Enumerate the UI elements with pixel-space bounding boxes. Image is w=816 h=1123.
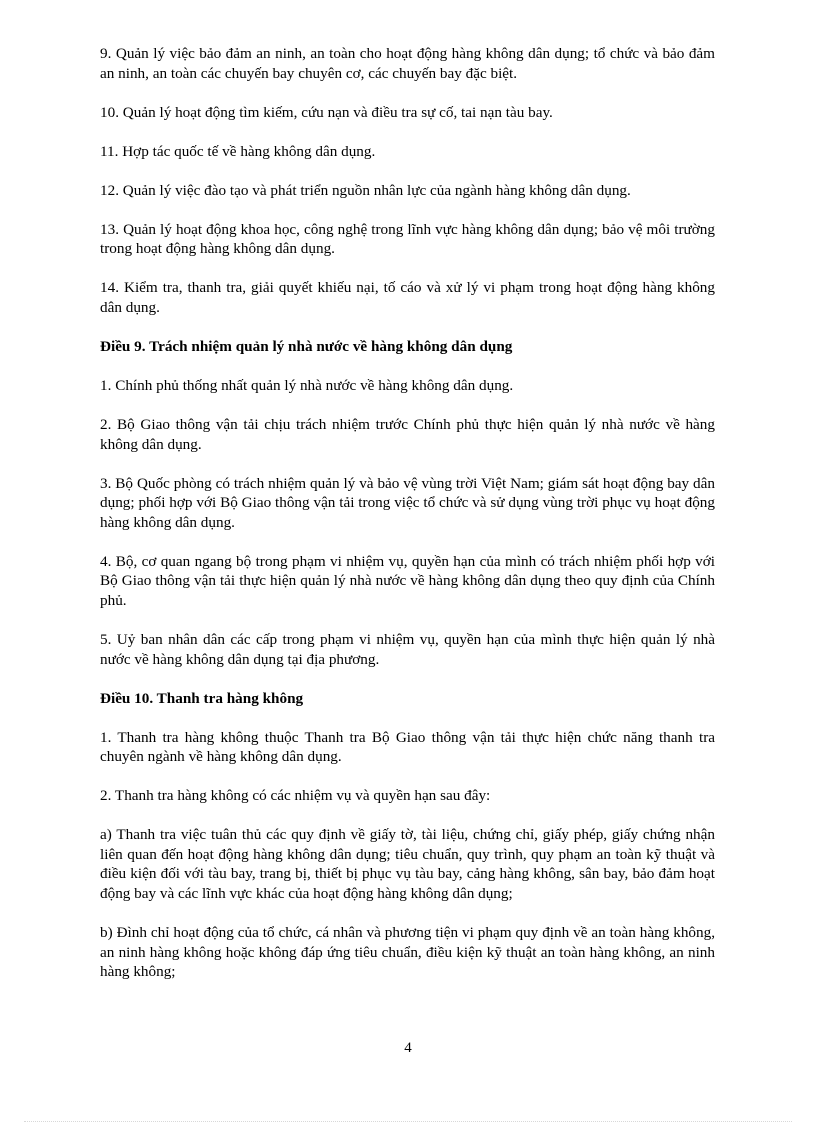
article-10-clause-1: 1. Thanh tra hàng không thuộc Thanh tra Bộ Giao thông vận tải thực hiện chức năng thanh tra chuyên ngành về hàng không dân dụng. [100, 728, 715, 766]
document-page [100, 44, 715, 1001]
article-9-clause-3: 3. Bộ Quốc phòng có trách nhiệm quản lý và bảo vệ vùng trời Việt Nam; giám sát hoạt động bay dân dụng; phối hợp với Bộ Giao thông vận tải trong việc tổ chức và sử dụng vùng trời phục vụ hoạt động hàng không dân dụng. [100, 474, 715, 531]
article-9-clause-4: 4. Bộ, cơ quan ngang bộ trong phạm vi nhiệm vụ, quyền hạn của mình có trách nhiệm phối hợp với Bộ Giao thông vận tải thực hiện quản lý nhà nước về hàng không dân dụng theo quy định của Chính phủ. [100, 552, 715, 609]
paragraph-item-14: 14. Kiểm tra, thanh tra, giải quyết khiếu nại, tố cáo và xử lý vi phạm trong hoạt động hàng không dân dụng. [100, 279, 715, 316]
paragraph-item-13: 13. Quản lý hoạt động khoa học, công nghệ trong lĩnh vực hàng không dân dụng; bảo vệ môi trường trong hoạt động hàng không dân dụng. [100, 220, 715, 258]
page-number: 4 [404, 1040, 412, 1056]
paragraph-item-12: 12. Quản lý việc đào tạo và phát triển nguồn nhân lực của ngành hàng không dân dụng. [100, 181, 631, 199]
article-9-clause-2: 2. Bộ Giao thông vận tải chịu trách nhiệm trước Chính phủ thực hiện quản lý nhà nước về hàng không dân dụng. [100, 416, 715, 453]
article-10-clause-2a: a) Thanh tra việc tuân thủ các quy định về giấy tờ, tài liệu, chứng chỉ, giấy phép, giấy chứng nhận liên quan đến hoạt động hàng không dân dụng; tiêu chuẩn, quy trình, quy phạm an toàn kỹ thuật và điều kiện đối với tàu bay, trang bị, thiết bị phục vụ tàu bay, cảng hàng không, sân bay, bảo đảm hoạt động bay và các lĩnh vực khác của hoạt động hàng không dân dụng; [100, 826, 715, 902]
page-bottom-divider [24, 1121, 792, 1122]
paragraph-item-11: 11. Hợp tác quốc tế về hàng không dân dụng. [100, 142, 376, 160]
paragraph-item-9: 9. Quản lý việc bảo đảm an ninh, an toàn cho hoạt động hàng không dân dụng; tổ chức và bảo đảm an ninh, an toàn các chuyến bay chuyên cơ, các chuyến bay đặc biệt. [100, 45, 715, 82]
article-9-clause-1: 1. Chính phủ thống nhất quản lý nhà nước về hàng không dân dụng. [100, 377, 514, 395]
article-10-heading: Điều 10. Thanh tra hàng không [100, 689, 304, 707]
article-9-clause-5: 5. Uỷ ban nhân dân các cấp trong phạm vi nhiệm vụ, quyền hạn của mình thực hiện quản lý nhà nước về hàng không dân dụng tại địa phương. [100, 631, 715, 668]
article-10-clause-2b: b) Đình chỉ hoạt động của tổ chức, cá nhân và phương tiện vi phạm quy định về an toàn hàng không, an ninh hàng không hoặc không đáp ứng tiêu chuẩn, điều kiện kỹ thuật an toàn hàng không, an ninh hàng không; [100, 924, 715, 980]
paragraph-item-10: 10. Quản lý hoạt động tìm kiếm, cứu nạn và điều tra sự cố, tai nạn tàu bay. [100, 103, 553, 121]
article-9-heading: Điều 9. Trách nhiệm quản lý nhà nước về hàng không dân dụng [100, 338, 513, 356]
article-10-clause-2: 2. Thanh tra hàng không có các nhiệm vụ và quyền hạn sau đây: [100, 787, 491, 805]
